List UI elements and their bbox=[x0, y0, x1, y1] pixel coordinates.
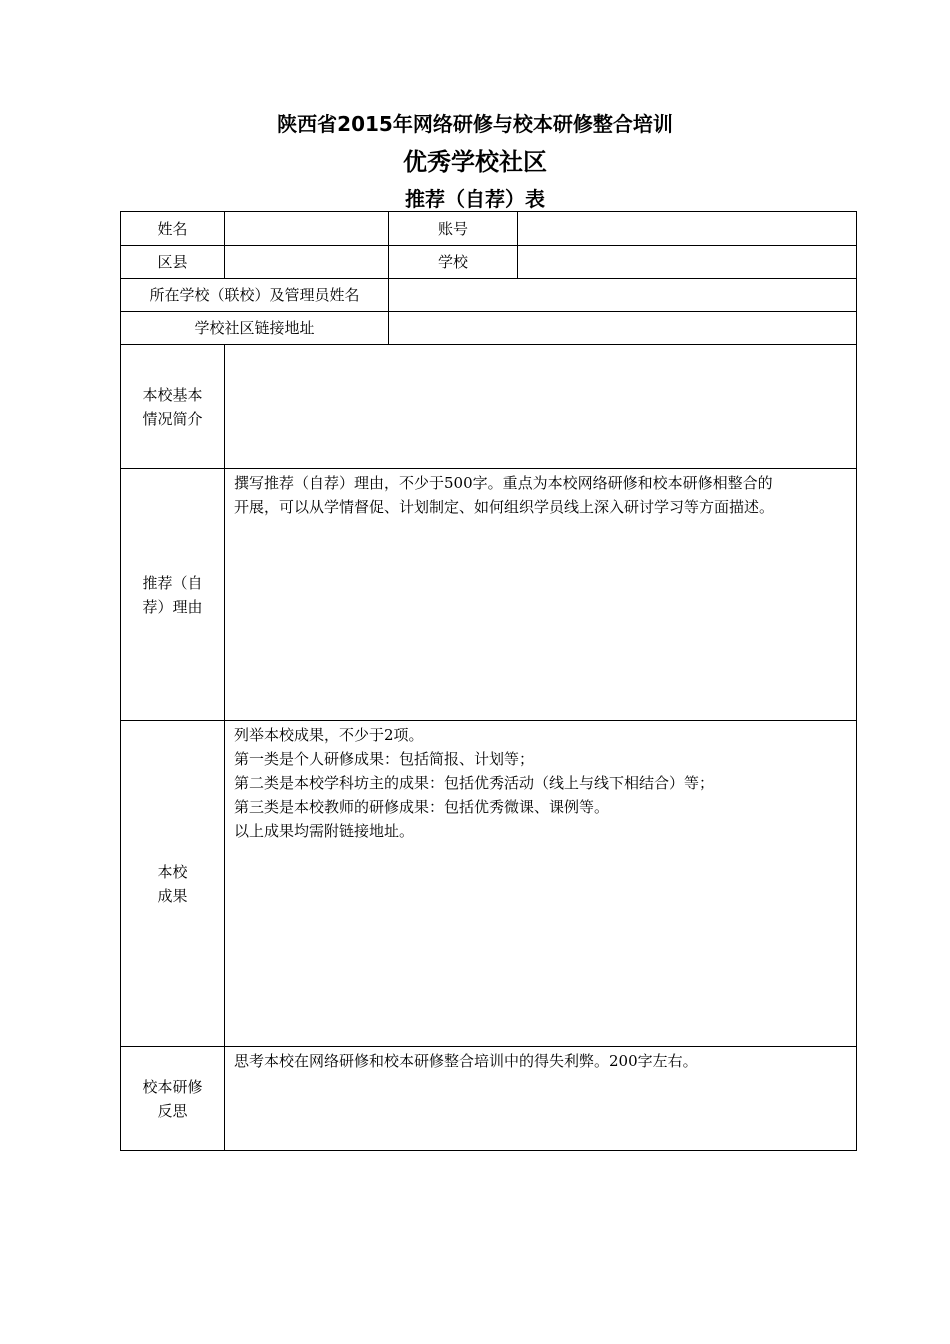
reflection-field[interactable] bbox=[225, 1047, 857, 1151]
name-field[interactable] bbox=[225, 212, 389, 246]
recommend-reason-hint-line2: 开展，可以从学情督促、计划制定、如何组织学员线上深入研讨学习等方面描述。 bbox=[234, 498, 775, 516]
community-link-label: 学校社区链接地址 bbox=[121, 312, 389, 345]
row-community-link bbox=[121, 312, 857, 345]
school-intro-label-line1: 本校基本 bbox=[142, 385, 203, 404]
account-label: 账号 bbox=[389, 212, 518, 246]
school-field[interactable] bbox=[518, 246, 857, 279]
document-subtitle: 优秀学校社区 bbox=[403, 148, 547, 176]
results-hint-line: 列举本校成果，不少于2项。 bbox=[234, 726, 424, 744]
reflection-label-line1: 校本研修 bbox=[142, 1077, 203, 1096]
district-field[interactable] bbox=[225, 246, 389, 279]
recommend-reason-label-line2: 荐）理由 bbox=[142, 597, 203, 616]
account-field[interactable] bbox=[518, 212, 857, 246]
admin-label: 所在学校（联校）及管理员姓名 bbox=[121, 279, 389, 312]
admin-field[interactable] bbox=[389, 279, 857, 312]
row-name-account bbox=[121, 212, 857, 246]
school-intro-label bbox=[121, 345, 225, 469]
school-label: 学校 bbox=[389, 246, 518, 279]
row-district-school bbox=[121, 246, 857, 279]
recommend-reason-field[interactable] bbox=[225, 469, 857, 721]
community-link-field[interactable] bbox=[389, 312, 857, 345]
results-hint-line: 以上成果均需附链接地址。 bbox=[234, 822, 415, 840]
name-label: 姓名 bbox=[121, 212, 225, 246]
recommend-reason-label bbox=[121, 469, 225, 721]
form-title: 推荐（自荐）表 bbox=[405, 187, 545, 211]
school-results-label-line1: 本校 bbox=[157, 862, 188, 881]
district-label: 区县 bbox=[121, 246, 225, 279]
row-admin bbox=[121, 279, 857, 312]
reflection-label-line2: 反思 bbox=[157, 1101, 188, 1120]
reflection-label bbox=[121, 1047, 225, 1151]
school-intro-label-line2: 情况简介 bbox=[142, 409, 203, 428]
results-hint-line: 第一类是个人研修成果：包括简报、计划等； bbox=[234, 750, 535, 768]
recommend-reason-label-line1: 推荐（自 bbox=[142, 573, 203, 592]
results-hint-line: 第二类是本校学科坊主的成果：包括优秀活动（线上与线下相结合）等； bbox=[234, 774, 715, 792]
row-reflection bbox=[121, 1047, 857, 1151]
recommend-reason-hint-line1: 撰写推荐（自荐）理由，不少于500字。重点为本校网络研修和校本研修相整合的 bbox=[234, 474, 773, 492]
row-school-results bbox=[121, 721, 857, 1047]
school-intro-field[interactable] bbox=[225, 345, 857, 469]
document-title: 陕西省2015年网络研修与校本研修整合培训 bbox=[277, 112, 673, 136]
school-results-label-line2: 成果 bbox=[157, 886, 188, 905]
reflection-hint: 思考本校在网络研修和校本研修整合培训中的得失利弊。200字左右。 bbox=[234, 1052, 698, 1070]
results-hint-line: 第三类是本校教师的研修成果：包括优秀微课、课例等。 bbox=[234, 798, 610, 816]
school-results-field[interactable] bbox=[225, 721, 857, 1047]
row-school-intro bbox=[121, 345, 857, 469]
school-results-label bbox=[121, 721, 225, 1047]
row-recommend-reason bbox=[121, 469, 857, 721]
recommendation-form-table bbox=[120, 211, 857, 1151]
